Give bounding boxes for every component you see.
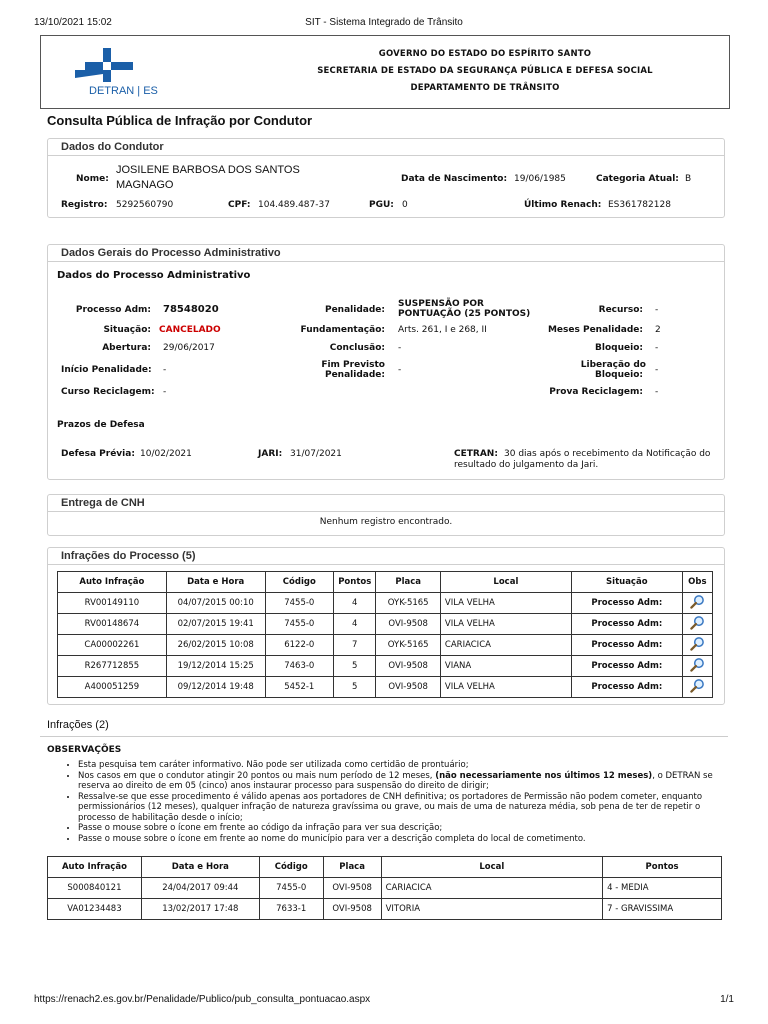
penalidade-label: Penalidade: [324,305,385,315]
bloqueio-label: Bloqueio: [595,343,643,353]
table-cell: Processo Adm: [571,593,682,614]
column-header: Pontos [334,572,376,593]
observacao-item: • Esta pesquisa tem caráter informativo. Não pode ser utilizada como certidão de prontuário; [78,760,716,771]
print-url: https://renach2.es.gov.br/Penalidade/Publico/pub_consulta_pontuacao.aspx [34,994,371,1005]
pgu-value: 0 [402,200,408,210]
page-title: Consulta Pública de Infração por Condutor [47,113,313,128]
cnh-empty-message: Nenhum registro encontrado. [319,517,453,527]
table-cell: 7 - GRAVISSIMA [603,899,722,920]
column-header: Placa [323,857,381,878]
print-title: SIT - Sistema Integrado de Trânsito [305,17,463,28]
table-cell: 6122-0 [265,635,334,656]
magnifier-icon[interactable] [690,594,705,609]
defesa-label: Defesa Prévia: [61,449,135,459]
table-cell: OVI-9508 [323,899,381,920]
prova-value: - [655,387,659,397]
table-cell: OYK-5165 [376,635,440,656]
observacao-text: Nos casos em que o condutor atingir 20 pontos ou mais num período de 12 meses, [78,770,436,781]
cnh-panel [47,494,725,536]
processo-adm-value: 78548020 [163,304,219,315]
table-cell: 19/12/2014 15:25 [166,656,265,677]
column-header: Data e Hora [141,857,259,878]
categoria-value: B [685,174,692,184]
fim-label-2: Penalidade: [324,370,385,380]
table-cell: VA01234483 [48,899,142,920]
table-cell: OVI-9508 [376,614,440,635]
table-cell: Processo Adm: [571,614,682,635]
column-header: Auto Infração [48,857,142,878]
table-cell: Processo Adm: [571,656,682,677]
obs-cell [682,635,712,656]
processo-subheading: Dados do Processo Administrativo [57,270,251,281]
logo-text: DETRAN | ES [89,85,158,97]
column-header: Situação [571,572,682,593]
table-cell: 24/04/2017 09:44 [141,878,259,899]
header-departamento: DEPARTAMENTO DE TRÂNSITO [410,83,560,93]
pgu-label: PGU: [369,200,394,210]
table-row [48,899,722,920]
table-cell: 09/12/2014 19:48 [166,677,265,698]
column-header: Local [440,572,571,593]
processo-heading: Dados Gerais do Processo Administrativo [61,247,281,259]
obs-cell [682,677,712,698]
renach-label: Último Renach: [524,200,602,210]
table-cell: OVI-9508 [323,878,381,899]
obs-cell [682,656,712,677]
abertura-label: Abertura: [102,343,151,353]
table-cell: 7463-0 [265,656,334,677]
jari-value: 31/07/2021 [290,449,342,459]
print-footer [34,994,734,1005]
nome-label: Nome: [76,174,109,184]
nascimento-label: Data de Nascimento: [401,174,508,184]
magnifier-icon[interactable] [690,678,705,693]
curso-value: - [163,387,167,397]
magnifier-icon[interactable] [690,657,705,672]
observacoes-title: OBSERVAÇÕES [47,745,122,755]
header-gov: GOVERNO DO ESTADO DO ESPÍRITO SANTO [378,49,592,59]
infracoes-processo-heading: Infrações do Processo (5) [61,550,196,562]
cpf-value: 104.489.487-37 [258,200,330,210]
column-header: Código [265,572,334,593]
renach-value: ES361782128 [608,200,671,210]
table-cell: OVI-9508 [376,677,440,698]
observacao-bold: (não necessariamente nos últimos 12 meses) [435,770,653,781]
table-cell: Processo Adm: [571,635,682,656]
recurso-label: Recurso: [598,305,643,315]
nascimento-value: 19/06/1985 [514,174,566,184]
table-cell: VILA VELHA [440,593,571,614]
column-header: Pontos [603,857,722,878]
table-cell: 7 [334,635,376,656]
observacoes-list [66,760,716,844]
conclusao-value: - [398,343,402,353]
table-cell: 4 [334,593,376,614]
table-cell: CARIACICA [440,635,571,656]
cetran-value-1: 30 dias após o recebimento da Notificação do [504,449,711,459]
cetran-label: CETRAN: [454,449,498,459]
inicio-value: - [163,365,167,375]
table-cell: RV00149110 [58,593,167,614]
liberacao-value: - [655,365,659,375]
liberacao-label-1: Liberação do [580,360,646,370]
fundamentacao-label: Fundamentação: [300,325,385,335]
column-header: Local [381,857,603,878]
table-row [58,656,713,677]
defesa-value: 10/02/2021 [140,449,192,459]
table-cell: VIANA [440,656,571,677]
curso-label: Curso Reciclagem: [61,387,155,397]
table-cell: 04/07/2015 00:10 [166,593,265,614]
table-cell: R267712855 [58,656,167,677]
table-row [58,677,713,698]
table-cell: A400051259 [58,677,167,698]
table-row [58,614,713,635]
processo-panel [47,244,725,480]
condutor-panel [47,138,725,218]
infracoes-table [47,856,722,920]
situacao-label: Situação: [103,325,151,335]
table-cell: 4 [334,614,376,635]
registro-label: Registro: [61,200,108,210]
table-cell: 13/02/2017 17:48 [141,899,259,920]
categoria-label: Categoria Atual: [596,174,679,184]
table-cell: 5 [334,677,376,698]
liberacao-label-2: Bloqueio: [595,370,643,380]
magnifier-icon[interactable] [690,615,705,630]
table-cell: Processo Adm: [571,677,682,698]
table-cell: 5452-1 [265,677,334,698]
magnifier-icon[interactable] [690,636,705,651]
cpf-label: CPF: [228,200,251,210]
observacao-item: • Passe o mouse sobre o ícone em frente ao nome do município para ver a descrição completa do local de cometimento. [78,834,716,845]
print-datetime: 13/10/2021 15:02 [34,17,112,28]
table-cell: VILA VELHA [440,677,571,698]
header-secretaria: SECRETARIA DE ESTADO DA SEGURANÇA PÚBLICA E DEFESA SOCIAL [317,66,653,76]
column-header: Auto Infração [58,572,167,593]
meses-label: Meses Penalidade: [547,325,643,335]
fundamentacao-value: Arts. 261, I e 268, II [398,325,487,335]
print-page-number: 1/1 [720,994,734,1005]
abertura-value: 29/06/2017 [163,343,215,353]
table-cell: OYK-5165 [376,593,440,614]
column-header: Data e Hora [166,572,265,593]
column-header: Obs [682,572,712,593]
table-cell: CARIACICA [381,878,603,899]
observacao-item: • Ressalve-se que esse procedimento é válido apenas aos portadores de CNH definitiva; os portadores de Permissão não podem cometer, enquanto permissionários (12 meses), qualquer infração de natureza gravíssima ou grave, ou mais de uma de natureza média, sob pena de ter de repetir o processo de habilitação desde o início; [78,792,716,824]
table-cell: 26/02/2015 10:08 [166,635,265,656]
table-cell: VITORIA [381,899,603,920]
table-cell: CA00002261 [58,635,167,656]
table-cell: RV00148674 [58,614,167,635]
table-cell: 7455-0 [265,593,334,614]
table-row [58,635,713,656]
cnh-heading: Entrega de CNH [61,497,145,509]
table-cell: 7455-0 [265,614,334,635]
meses-value: 2 [655,325,661,335]
nome-value-2: MAGNAGO [116,179,174,191]
table-cell: 7455-0 [259,878,323,899]
inicio-label: Início Penalidade: [61,365,152,375]
nome-value-1: JOSILENE BARBOSA DOS SANTOS [116,164,300,176]
prazos-heading: Prazos de Defesa [57,420,145,430]
table-row [48,878,722,899]
penalidade-value-1: SUSPENSÃO POR [398,299,484,309]
prova-label: Prova Reciclagem: [549,387,643,397]
table-cell: VILA VELHA [440,614,571,635]
conclusao-label: Conclusão: [329,343,385,353]
header-banner [40,35,730,109]
table-cell: S000840121 [48,878,142,899]
table-row [58,593,713,614]
bloqueio-value: - [655,343,659,353]
table-cell: OVI-9508 [376,656,440,677]
situacao-value: CANCELADO [159,325,221,335]
column-header: Código [259,857,323,878]
infracoes-processo-table [57,571,713,698]
observacao-item [78,771,716,792]
registro-value: 5292560790 [116,200,174,210]
penalidade-value-2: PONTUAÇÃO (25 PONTOS) [398,309,531,319]
obs-cell [682,614,712,635]
infracoes-heading: Infrações (2) [47,719,109,731]
detran-logo-icon [75,48,185,98]
observacao-text: , o DETRAN se reserva ao direito de em 05 (cinco) anos instaurar processo para suspensão do direito de dirigir; [78,770,713,791]
fim-value: - [398,365,402,375]
table-cell: 7633-1 [259,899,323,920]
table-cell: 02/07/2015 19:41 [166,614,265,635]
cetran-value-2: resultado do julgamento da Jari. [454,460,599,470]
jari-label: JARI: [258,449,283,459]
processo-adm-label: Processo Adm: [75,305,151,315]
recurso-value: - [655,305,659,315]
condutor-heading: Dados do Condutor [61,141,164,153]
table-cell: 4 - MEDIA [603,878,722,899]
table-cell: 5 [334,656,376,677]
observacao-item: • Passe o mouse sobre o ícone em frente ao código da infração para ver sua descrição; [78,823,716,834]
obs-cell [682,593,712,614]
column-header: Placa [376,572,440,593]
fim-label-1: Fim Previsto [321,360,385,370]
